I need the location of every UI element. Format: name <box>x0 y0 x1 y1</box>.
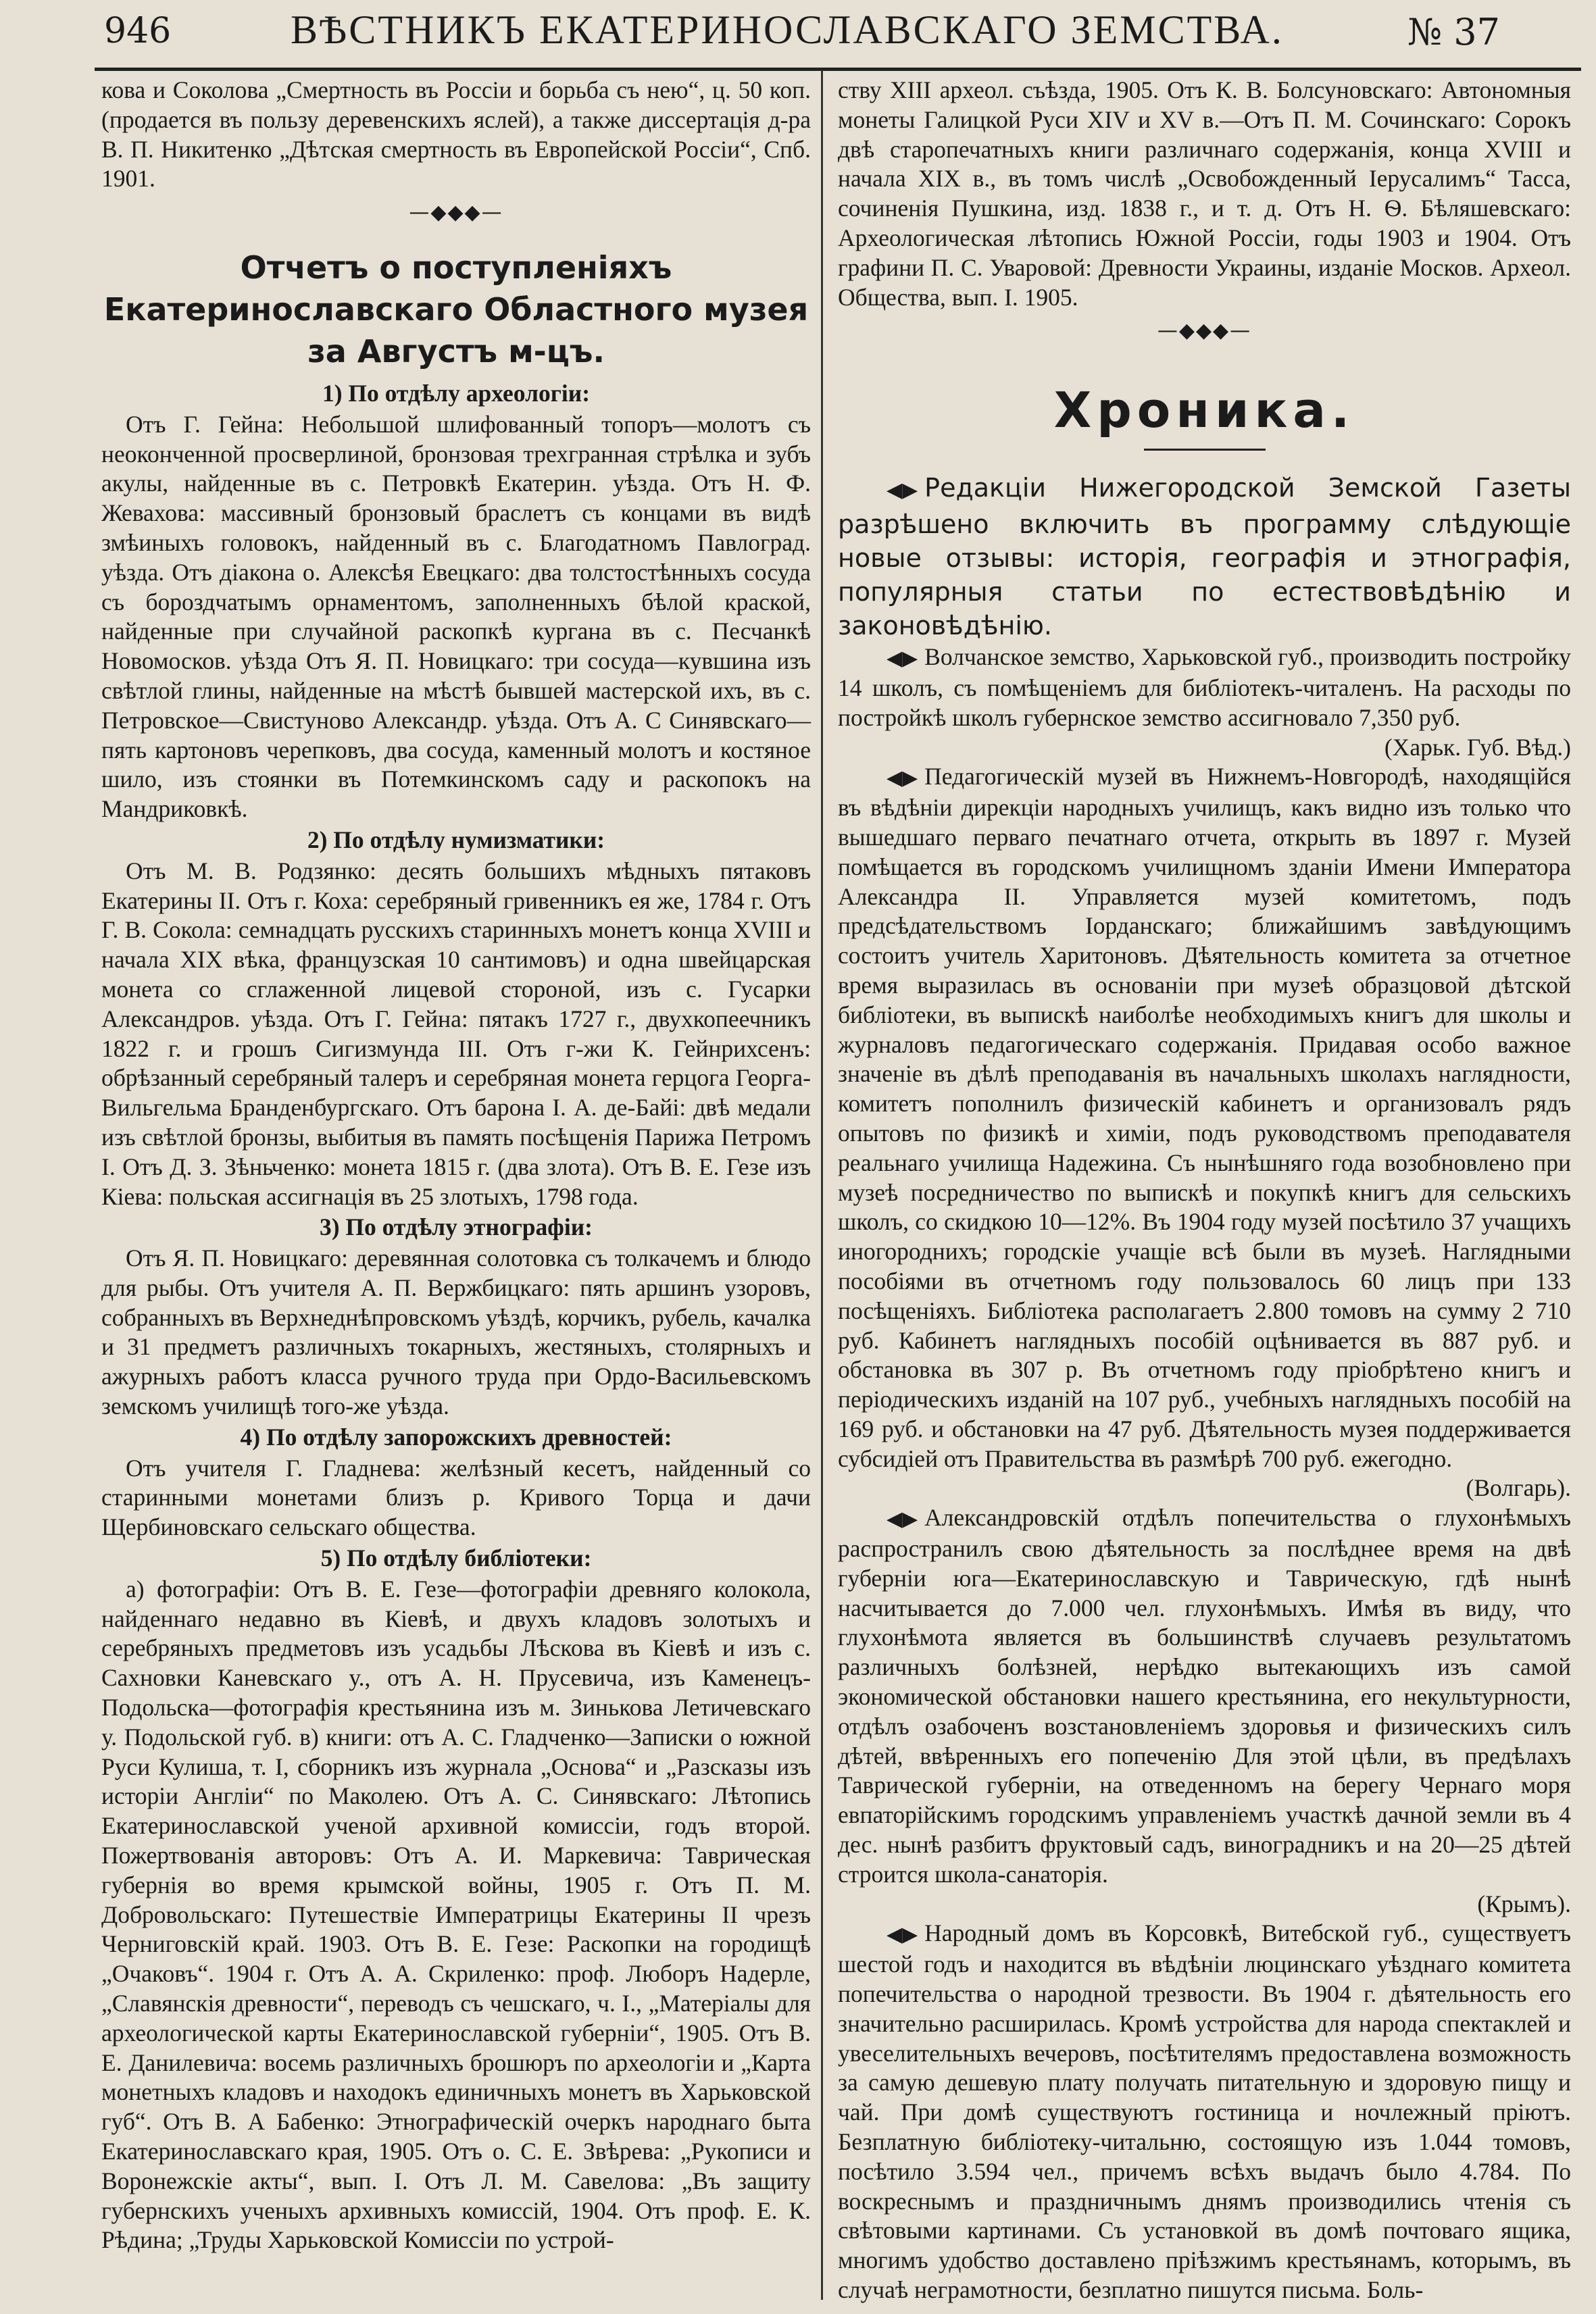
left-column <box>101 76 811 2255</box>
chronicle-item-source: (Волгарь). <box>1466 1474 1571 1502</box>
bullet-marker-icon: ◀▶ <box>887 1507 918 1532</box>
chronicle-item <box>838 643 1571 762</box>
chronicle-item <box>838 762 1571 1503</box>
chronicle-item <box>838 1503 1571 1919</box>
chronicle-item-text: Александровскій отдѣлъ попечительства о глухонѣмыхъ распространилъ свою дѣятельность за послѣднее время на двѣ губерніи юга—Екатеринославскую и Таврическую, гдѣ нынѣ насчитывается до 7.000 чел. глухонѣмыхъ. Имѣя въ виду, что глухонѣмота является въ большинствѣ случаевъ результатомъ различныхъ болѣзней, нерѣдко вытекающихъ изъ самой экономической обстановки нашего крестьянина, его некультурности, отдѣлъ озабоченъ возстановленіемъ здоровья и физическихъ силъ дѣтей, ввѣренныхъ его попеченію Для этой цѣли, въ предѣлахъ Таврической губерніи, на отведенномъ на берегу Чернаго моря евпаторійскимъ городскимъ управленіемъ участкѣ дачной земли въ 4 дес. нынѣ разбитъ фруктовый садъ, виноградникъ и на 20—25 дѣтей строится школа-санаторія. <box>838 1504 1571 1888</box>
intro-paragraph: кова и Соколова „Смертность въ Россіи и борьба съ нею“, ц. 50 коп. (продается въ пользу деревенскихъ яслей), а также диссертація д-ра В. П. Никитенко „Дѣтская смертность въ Европейской Россіи“, Спб. 1901. <box>101 76 811 193</box>
section-heading: 4) По отдѣлу запорожскихъ древностей: <box>240 1423 672 1451</box>
right-column <box>838 76 1571 2305</box>
page-header <box>95 4 1507 65</box>
chronicle-item-text: Народный домъ въ Корсовкѣ, Витебской губ., существуетъ шестой годъ и находится въ вѣдѣніи люцинскаго уѣзднаго комитета попечительства о народной трезвости. Въ 1904 г. дѣятельность его значительно расширилась. Кромѣ устройства для народа спектаклей и увеселительныхъ вечеровъ, посѣтителямъ предоставлена возможность за самую дешевую плату получать питательную и здоровую пищу и чай. При домѣ существуютъ гостиница и ночлежный пріютъ. Безплатную библіотеку-читальню, состоящую изъ 1.044 томовъ, посѣтило 3.594 чел., причемъ всѣхъ выдачъ было 4.784. По воскреснымъ и праздничнымъ днямъ производились чтенія съ свѣтовыми картинами. Съ установкой въ домѣ почтоваго ящика, многимъ удобство доставлено пріѣзжимъ крестьянамъ, которымъ, въ случаѣ неграмотности, безплатно пишутся письма. Боль- <box>838 1919 1571 2303</box>
chronicle-rule <box>1144 449 1266 451</box>
chronicle-item <box>838 1919 1571 2305</box>
section-heading: 1) По отдѣлу археологіи: <box>322 379 591 407</box>
continuation-paragraph: ству XIII археол. съѣзда, 1905. Отъ К. В. Болсуновскаго: Автономныя монеты Галицкой Руси XIV и XV в.—Отъ П. М. Сочинскаго: Сорокъ двѣ старопечатныхъ книги различнаго содержанія, конца XVIII и начала XIX в., въ томъ числѣ „Освобожденный Іерусалимъ“ Тасса, сочиненія Пушкина, изд. 1838 г., и т. д. Отъ Н. Ѳ. Бѣляшевскаго: Археологическая лѣтопись Южной Россіи, годы 1903 и 1904. Отъ графини П. С. Уваровой: Древности Украины, изданіе Москов. Археол. Общества, вып. I. 1905. <box>838 76 1571 311</box>
chronicle-item-text: Волчанское земство, Харьковской губ., производить постройку 14 школъ, съ помѣщеніемъ для библіотекъ-читаленъ. На расходы по постройкѣ школъ губернское земство ассигновало 7,350 руб. <box>838 643 1571 731</box>
chronicle-item-text: Редакціи Нижегородской Земской Газеты разрѣшено включить въ программу слѣдующіе новые отзывы: исторія, географія и этнографія, популярныя статьи по естествовѣдѣнію и законовѣдѣнію. <box>838 473 1571 641</box>
column-divider <box>821 70 823 2300</box>
bullet-marker-icon: ◀▶ <box>887 478 918 503</box>
section-text: Отъ Г. Гейна: Небольшой шлифованный топоръ—молотъ съ неоконченной просверлиной, бронзовая трехгранная стрѣлка и зубъ акулы, найденные въ с. Петровкѣ Екатерин. уѣзда. Отъ Н. Ф. Жевахова: массивный бронзовый браслетъ съ концами въ видѣ змѣиныхъ головокъ, найденный въ с. Благодатномъ Павлоград. уѣзда. Отъ діакона о. Алексѣя Евецкаго: два толстостѣнныхъ сосуда съ бороздчатымъ орнаментомъ, заполненныхъ бѣлой краской, найденные при случайной раскопкѣ кургана въ с. Песчанкѣ Новомосков. уѣзда Отъ Я. П. Новицкаго: три сосуда—кувшина изъ свѣтлой глины, найденные на мѣстѣ бывшей мастерской ихъ, въ с. Петровское—Свистуново Александр. уѣзда. Отъ А. С Синявскаго—пять картоновъ черепковъ, два сосуда, каменный молотъ и костяное шило, изъ стоянки въ Потемкинскомъ саду и раскопокъ на Мандриковкѣ. <box>101 410 811 823</box>
journal-title: ВѢСТНИКЪ ЕКАТЕРИНОСЛАВСКАГО ЗЕМСТВА. <box>291 7 1284 52</box>
header-rule <box>95 68 1581 71</box>
ornament-divider: —◆◆◆— <box>1157 319 1252 343</box>
issue-number: № 37 <box>1407 11 1500 53</box>
chronicle-heading: Хроника. <box>1053 382 1355 439</box>
section-text: а) фотографіи: Отъ В. Е. Гезе—фотографіи древняго колокола, найденнаго недавно въ Кіевѣ, и двухъ кладовъ золотыхъ и серебряныхъ предметовъ изъ усадьбы Лѣскова въ Кіевѣ и изъ с. Сахновки Каневскаго у., отъ А. Н. Прусевича, изъ Каменецъ-Подольска—фотографія крестьянина изъ м. Зинькова Летичевскаго у. Подольской губ. в) книги: отъ А. С. Гладченко—Записки о южной Руси Кулиша, т. I, сборникъ изъ журнала „Основа“ и „Разсказы изъ исторіи Англіи“ по Маколею. Отъ А. С. Синявскаго: Лѣтопись Екатеринославской ученой архивной комиссіи, годъ второй. Пожертвованія авторовъ: Отъ А. И. Маркевича: Таврическая губернія во время крымской войны, 1905 г. Отъ П. М. Добровольскаго: Путешествіе Императрицы Екатерины II чрезъ Черниговскій край. 1903. Отъ В. Е. Гезе: Раскопки на городищѣ „Очаковъ“. 1904 г. Отъ А. А. Скриленко: проф. Люборъ Надерле, „Славянскія древности“, переводъ съ чешскаго, ч. I., „Матеріалы для археологической карты Екатеринославской губерніи“, 1905. Отъ В. Е. Данилевича: восемь различныхъ брошюръ по археологіи и „Карта монетныхъ кладовъ и находокъ единичныхъ монетъ въ Харьковской губ“. Отъ В. А Бабенко: Этнографическій очеркъ народнаго быта Екатеринославскаго края, 1905. Отъ о. С. Е. Звѣрева: „Рукописи и Воронежскіе акты“, вып. I. Отъ Л. М. Савелова: „Въ защиту губернскихъ ученыхъ архивныхъ комиссій, 1904. Отъ проф. Е. К. Рѣдина; „Труды Харьковской Комиссіи по устрой- <box>101 1575 811 2254</box>
bullet-marker-icon: ◀▶ <box>887 1923 918 1947</box>
section-text: Отъ Я. П. Новицкаго: деревянная солотовка съ толкачемъ и блюдо для рыбы. Отъ учителя А. П. Вержбицкаго: пять аршинъ узоровъ, собранныхъ въ Верхнеднѣпровскомъ уѣздѣ, корчикъ, рубель, качалка и 31 предметъ различныхъ токарныхъ, жестяныхъ, столярныхъ и ажурныхъ работъ класса ручного труда при Ордо-Васильевскомъ земскомъ училищѣ того-же уѣзда. <box>101 1244 811 1420</box>
section-heading: 3) По отдѣлу этнографіи: <box>319 1213 593 1241</box>
chronicle-item-source: (Крымъ). <box>1477 1890 1571 1917</box>
chronicle-item <box>838 471 1571 643</box>
bullet-marker-icon: ◀▶ <box>887 766 918 790</box>
chronicle-item-text: Педагогическій музей въ Нижнемъ-Новгородѣ, находящійся въ вѣдѣніи дирекціи народныхъ училищъ, какъ видно изъ только что вышедшаго перваго печатнаго отчета, открыть въ 1897 г. Музей помѣщается въ городскомъ училищномъ зданіи Имени Императора Александра II. Управляется музей комитетомъ, подъ предсѣдательствомъ Іорданскаго; ближайшимъ завѣдующимъ состоитъ учитель Харитоновъ. Дѣятельность комитета за отчетное время выразилась въ основаніи при музеѣ образцовой дѣтской библіотеки, въ выпискѣ наиболѣе необходимыхъ книгъ для школы и журналовъ педагогическаго содержанія. Придавая особо важное значеніе въ дѣлѣ преподаванія въ начальныхъ школахъ наглядности, комитетъ пополнилъ физическій кабинетъ и организовалъ рядъ опытовъ по физикѣ и химіи, подъ руководствомъ преподавателя реальнаго училища Надежина. Съ нынѣшняго года возобновлено при музеѣ посредничество по выпискѣ и покупкѣ книгъ для сельскихъ школъ, со скидкою 10—12%. Въ 1904 году музей посѣтило 37 учащихъ иногороднихъ; городскіе учащіе всѣ были въ музеѣ. Наглядными пособіями въ отчетномъ году пользовалось 60 лицъ при 133 посѣщеніяхъ. Библіотека располагаетъ 2.800 томовъ на сумму 2 710 руб. Кабинетъ наглядныхъ пособій оцѣнивается въ 887 руб. и обстановка въ 307 р. Въ отчетномъ году пріобрѣтено книгъ и періодическихъ изданій на 107 руб., учебныхъ наглядныхъ пособій на 169 руб. и обстановки на 47 руб. Дѣятельность музея поддерживается субсидіей отъ Правительства въ размѣрѣ 700 руб. ежегодно. <box>838 763 1571 1472</box>
section-text: Отъ учителя Г. Гладнева: желѣзный кесетъ, найденный со старинными монетами близъ р. Кривого Торца и дачи Щербиновскаго сельскаго общества. <box>101 1454 811 1541</box>
section-heading: 5) По отдѣлу библіотеки: <box>320 1544 592 1572</box>
section-heading: 2) По отдѣлу нумизматики: <box>307 826 605 853</box>
section-text: Отъ М. В. Родзянко: десять большихъ мѣдныхъ пятаковъ Екатерины II. Отъ г. Коха: серебряный гривенникъ ея же, 1784 г. Отъ Г. В. Сокола: семнадцать русскихъ старинныхъ монетъ конца XVIII и начала XIX вѣка, французская 10 сантимовъ) и одна швейцарская монета со сглаженной лицевой стороной, изъ с. Гусарки Александров. уѣзда. Отъ Г. Гейна: пятакъ 1727 г., двухкопеечникъ 1822 г. и грошъ Сигизмунда III. Отъ г-жи К. Гейнрихсенъ: обрѣзанный серебряный талеръ и серебряная монета герцога Георга-Вильгельма Бранденбургскаго. Отъ барона І. А. де-Байі: двѣ медали изъ свѣтлой бронзы, выбитыя въ память посѣщенія Парижа Петромъ I. Отъ Д. З. Зѣньченко: монета 1815 г. (два злота). Отъ В. Е. Гезе изъ Кіева: польская ассигнація въ 25 злотыхъ, 1798 года. <box>101 857 811 1210</box>
chronicle-item-source: (Харьк. Губ. Вѣд.) <box>1384 733 1571 761</box>
bullet-marker-icon: ◀▶ <box>887 647 918 671</box>
article-title: Отчетъ о поступленіяхъ Екатеринославскаго Областного музея за Августъ м-цъ. <box>103 249 809 370</box>
ornament-divider: —◆◆◆— <box>409 201 503 225</box>
page-number: 946 <box>104 11 172 51</box>
